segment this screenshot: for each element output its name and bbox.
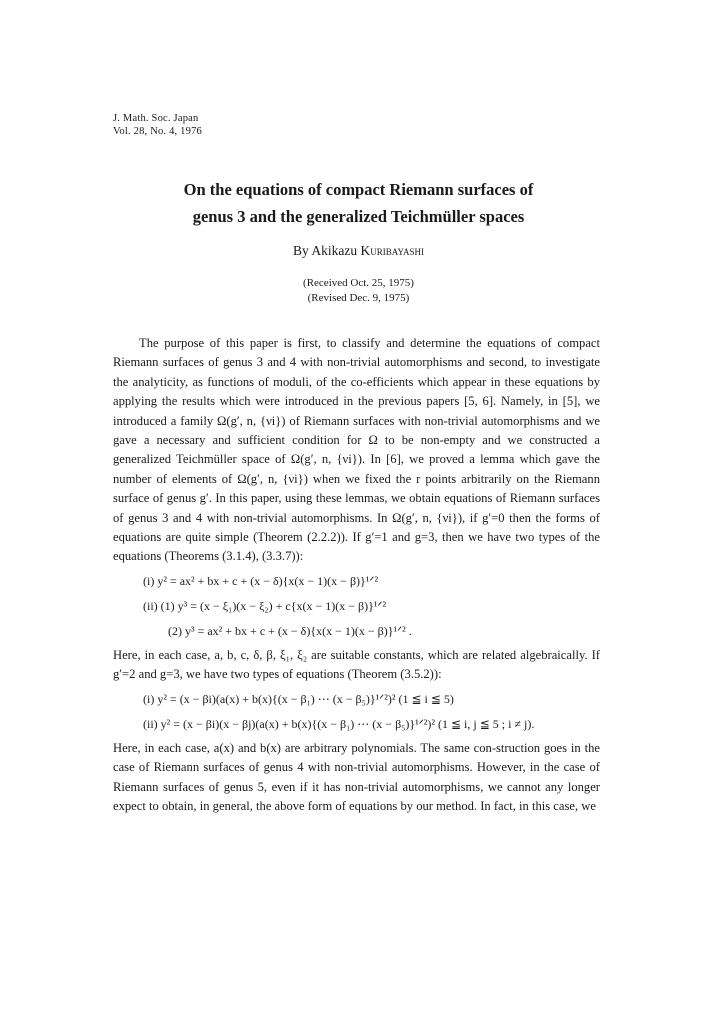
paper-title bbox=[0, 176, 717, 230]
equation-2-i: (i) y² = (x − βi)(a(x) + b(x){(x − β₁) ⋯ (x − β₅)}¹ᐟ²)² (1 ≦ i ≦ 5) bbox=[143, 691, 454, 706]
received-date: (Received Oct. 25, 1975) bbox=[303, 277, 414, 289]
revised-date: (Revised Dec. 9, 1975) bbox=[307, 292, 410, 304]
equation-1-ii-2: (2) y³ = ax² + bx + c + (x − δ){x(x − 1)(x − β)}¹ᐟ² . bbox=[168, 623, 412, 638]
body-paragraph-3: Here, in each case, a(x) and b(x) are arbitrary polynomials. The same con-struction goes in the case of Riemann surfaces of genus 4 with non-trivial automorphisms. However, in the case of Riemann surfaces of genus 5, even if it has non-trivial automorphisms, we cannot any longer expect to obtain, in general, the above form of equations by our method. In fact, in this case, we bbox=[113, 740, 600, 813]
equation-list-genus-1 bbox=[113, 569, 600, 644]
body-paragraph-1: The purpose of this paper is first, to classify and determine the equations of compact Riemann surfaces of genus 3 and 4 with non-trivial automorphisms and second, to investigate the analyticity, as functions of moduli, of the co-efficients which appear in these equations by applying the results which were introduced in the previous papers [5, 6]. Namely, in [5], we introduced a family Ω(g′, n, {νi}) of Riemann surfaces with non-trivial automorphisms and we gave a necessary and sufficient condition for Ω to be non-empty and we constructed a generalized Teichmüller space of Ω(g′, n, {νi}). In [6], we proved a lemma which gave the number of elements of Ω(g′, n, {νi}) when we fixed the r points arbitrarily on the Riemann surface of genus g′. In this paper, using these lemmas, we obtain equations of Riemann surfaces of genus 3 and 4 with non-trivial automorphisms. In Ω(g′, n, {νi}), if g′=0 then the forms of equations are quite simple (Theorem (2.2.2)). If g′=1 and g=3, then we have two types of the equations (Theorems (3.1.4), (3.3.7)): bbox=[113, 336, 600, 564]
received-dates bbox=[0, 276, 717, 306]
equation-1-i: (i) y² = ax² + bx + c + (x − δ){x(x − 1)(x − β)}¹ᐟ² bbox=[143, 573, 379, 588]
author-line bbox=[0, 243, 717, 259]
title-line-1: On the equations of compact Riemann surfaces of bbox=[183, 180, 534, 199]
title-line-2: genus 3 and the generalized Teichmüller spaces bbox=[192, 207, 525, 226]
journal-volume: Vol. 28, No. 4, 1976 bbox=[113, 125, 202, 137]
journal-reference bbox=[113, 113, 202, 138]
equation-1-ii-1: (ii) (1) y³ = (x − ξ₁)(x − ξ₂) + c{x(x − 1)(x − β)}¹ᐟ² bbox=[143, 598, 387, 613]
journal-name: J. Math. Soc. Japan bbox=[113, 113, 199, 124]
body-paragraph-2: Here, in each case, a, b, c, δ, β, ξ₁, ξ₂ are suitable constants, which are related algebraically. If g′=2 and g=3, we have two types of equations (Theorem (3.5.2)): bbox=[113, 647, 600, 682]
author-surname: Kuribayashi bbox=[360, 243, 424, 258]
equation-2-ii: (ii) y² = (x − βi)(x − βj)(a(x) + b(x){(x − β₁) ⋯ (x − β₅)}¹ᐟ²)² (1 ≦ i, j ≦ 5 ; i ≠ j). bbox=[143, 716, 535, 731]
paper-body bbox=[113, 334, 600, 816]
equation-list-genus-2 bbox=[113, 687, 600, 737]
author-prefix: By Akikazu bbox=[293, 243, 361, 258]
